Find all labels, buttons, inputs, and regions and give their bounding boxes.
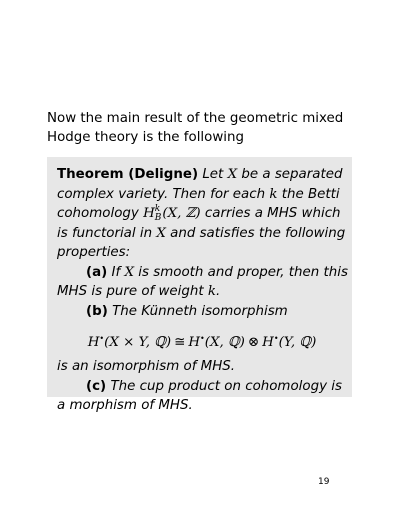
theorem-text: If	[107, 264, 125, 280]
property-b-label: (b)	[86, 303, 108, 319]
math-sub: B	[154, 213, 162, 223]
theorem-text: a morphism of MHS.	[57, 398, 193, 413]
theorem-text: Let	[202, 167, 228, 182]
math-var: X	[124, 264, 135, 280]
formula-bullet: •	[99, 334, 105, 343]
theorem-text: cohomology	[57, 206, 144, 221]
formula-bullet: •	[200, 334, 205, 343]
theorem-line-2	[57, 185, 347, 205]
theorem-line-1	[57, 165, 347, 185]
theorem-heading: Theorem (Deligne)	[57, 167, 199, 182]
property-b-line-2	[57, 357, 347, 377]
property-c-line-2	[57, 396, 347, 416]
theorem-text: the Betti	[277, 186, 340, 202]
formula-mid-args: (X, ℚ)	[204, 335, 245, 350]
theorem-text: carries a MHS which	[200, 206, 341, 221]
theorem-text: is smooth and proper, then this	[134, 264, 348, 280]
kunneth-formula	[57, 321, 347, 357]
formula-rhs-args: (Y, ℚ)	[278, 335, 317, 350]
math-var: k	[207, 284, 217, 299]
theorem-text: complex variety. Then for each	[57, 186, 270, 202]
math-supsub	[155, 205, 162, 223]
property-b-line-1	[57, 302, 347, 322]
theorem-text: is functorial in	[57, 225, 157, 241]
intro-line-2: Hodge theory is the following	[47, 130, 244, 145]
formula-iso: ≅	[174, 335, 186, 350]
formula-H: H	[188, 335, 201, 350]
intro-paragraph	[47, 109, 357, 147]
math-H: H	[143, 206, 155, 221]
math-var: X	[156, 225, 166, 241]
theorem-text: properties:	[57, 245, 131, 260]
formula-bullet: •	[273, 334, 279, 343]
formula-H: H	[262, 335, 274, 350]
theorem-body	[57, 165, 347, 416]
formula-lhs-args: (X × Y, ℚ)	[104, 335, 172, 350]
theorem-line-3	[57, 204, 347, 224]
theorem-text: and satisfies the following	[165, 225, 346, 241]
theorem-box	[47, 157, 352, 413]
formula-H: H	[87, 335, 100, 350]
theorem-line-4	[57, 224, 347, 244]
theorem-line-5	[57, 243, 347, 263]
math-var: X	[227, 167, 238, 182]
property-a-line-1	[57, 263, 347, 283]
formula-tensor: ⊗	[247, 335, 260, 350]
property-a-label: (a)	[86, 264, 108, 280]
theorem-text: is an isomorphism of MHS.	[57, 359, 236, 374]
theorem-text: be a separated	[237, 167, 343, 182]
math-sup: k	[154, 204, 161, 214]
property-c-line-1	[57, 377, 347, 397]
theorem-text: .	[216, 284, 221, 299]
intro-line-1: Now the main result of the geometric mixed	[47, 111, 344, 126]
math-args: (X, ℤ)	[162, 206, 201, 221]
theorem-text: MHS is pure of weight	[57, 284, 208, 299]
property-a-line-2	[57, 282, 347, 302]
theorem-text: The Künneth isomorphism	[107, 303, 288, 319]
page-number: 19	[318, 477, 330, 487]
theorem-text: The cup product on cohomology is	[106, 378, 342, 394]
math-var: k	[269, 186, 278, 202]
property-c-label: (c)	[86, 378, 107, 394]
